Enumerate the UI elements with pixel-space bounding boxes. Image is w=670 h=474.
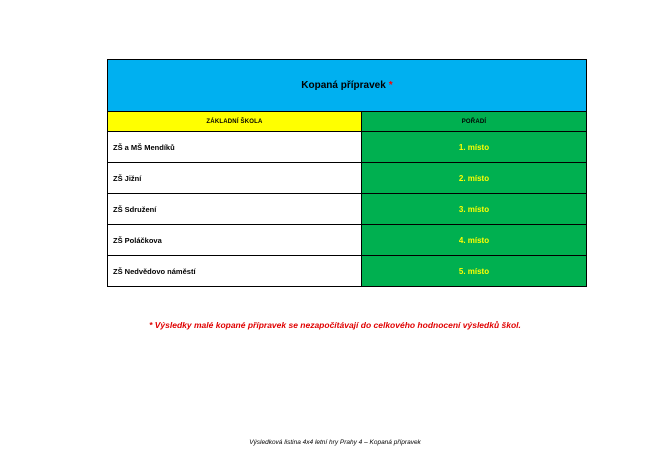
rank-value: 1. místo <box>362 132 586 162</box>
page-footer: Výsledková listina 4x4 letní hry Prahy 4 – Kopaná přípravek <box>249 439 421 446</box>
school-name: ZŠ a MŠ Mendíků <box>108 132 362 162</box>
header-rank: POŘADÍ <box>362 112 586 131</box>
school-name: ZŠ Jižní <box>108 163 362 193</box>
results-note: * Výsledky malé kopané přípravek se nezapočítávají do celkového hodnocení výsledků škol. <box>149 320 521 330</box>
rank-value: 2. místo <box>362 163 586 193</box>
table-title <box>108 60 586 112</box>
table-header-row <box>108 112 586 132</box>
title-text: Kopaná přípravek <box>301 80 386 91</box>
rank-value: 3. místo <box>362 194 586 224</box>
table-row <box>108 256 586 286</box>
rank-value: 5. místo <box>362 256 586 286</box>
title-asterisk: * <box>388 80 393 91</box>
table-row <box>108 225 586 256</box>
table-row <box>108 163 586 194</box>
school-name: ZŠ Nedvědovo náměstí <box>108 256 362 286</box>
school-name: ZŠ Sdružení <box>108 194 362 224</box>
school-name: ZŠ Poláčkova <box>108 225 362 255</box>
rank-value: 4. místo <box>362 225 586 255</box>
header-school: ZÁKLADNÍ ŠKOLA <box>108 112 362 131</box>
results-table <box>107 59 587 287</box>
table-row <box>108 132 586 163</box>
table-row <box>108 194 586 225</box>
